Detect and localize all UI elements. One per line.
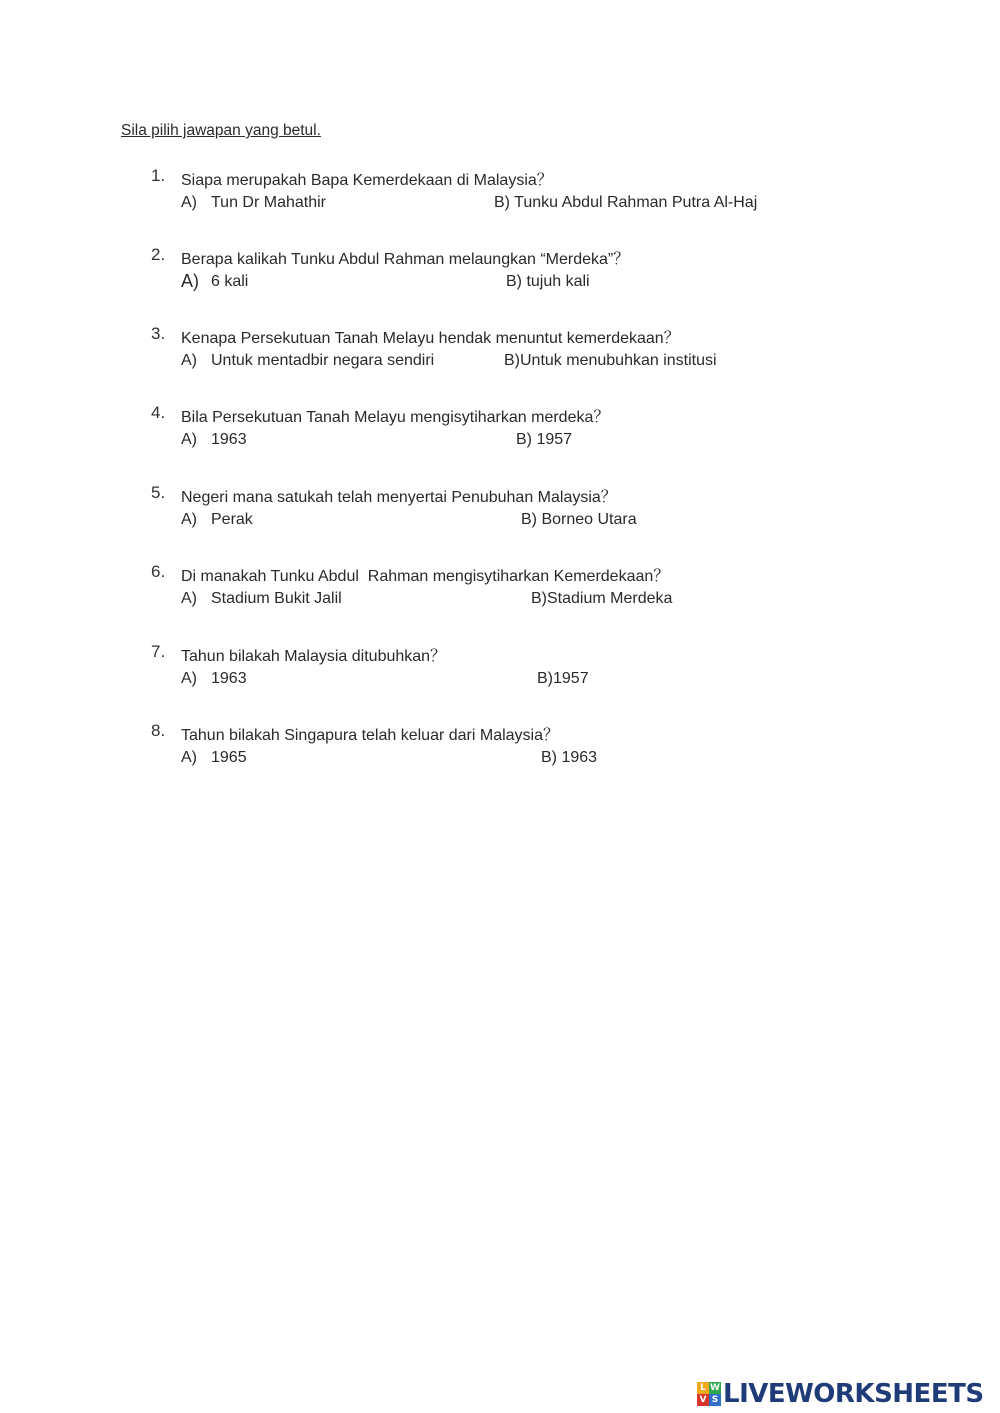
liveworksheets-logo-icon	[697, 1382, 721, 1406]
question-text: Tahun bilakah Malaysia ditubuhkan？	[181, 648, 447, 665]
option-b-text[interactable]: B) Tunku Abdul Rahman Putra Al-Haj	[494, 194, 758, 211]
option-a-text[interactable]: Untuk mentadbir negara sendiri	[211, 352, 435, 369]
option-b-text[interactable]: B)1957	[537, 670, 589, 687]
option-b-text[interactable]: B) Borneo Utara	[521, 511, 637, 528]
option-a-label: A)	[181, 271, 199, 291]
option-a-label: A)	[181, 352, 197, 369]
question-text: Berapa kalikah Tunku Abdul Rahman melaungkan “Merdeka”？	[181, 251, 630, 268]
question-3	[0, 324, 1000, 384]
option-a-text[interactable]: Perak	[211, 511, 253, 528]
question-7	[0, 642, 1000, 702]
question-text: Kenapa Persekutuan Tanah Melayu hendak menuntut kemerdekaan？	[181, 330, 680, 347]
option-a-text[interactable]: Tun Dr Mahathir	[211, 194, 326, 211]
question-number: 3.	[151, 324, 166, 343]
logo-cell: S	[709, 1394, 721, 1406]
question-text: Di manakah Tunku Abdul Rahman mengisytiharkan Kemerdekaan？	[181, 568, 670, 585]
question-number: 7.	[151, 642, 166, 661]
option-a-text[interactable]: 1963	[211, 670, 247, 687]
option-a-text[interactable]: Stadium Bukit Jalil	[211, 590, 342, 607]
question-8	[0, 721, 1000, 781]
option-b-text[interactable]: B) tujuh kali	[506, 273, 590, 290]
option-b-text[interactable]: B)Untuk menubuhkan institusi	[504, 352, 717, 369]
option-a-label: A)	[181, 511, 197, 528]
option-b-text[interactable]: B) 1957	[516, 431, 573, 448]
question-6	[0, 562, 1000, 622]
question-1	[0, 166, 1000, 226]
option-a-label: A)	[181, 194, 197, 211]
option-a-label: A)	[181, 431, 197, 448]
question-2	[0, 245, 1000, 305]
option-a-label: A)	[181, 670, 197, 687]
question-number: 1.	[151, 166, 166, 185]
question-number: 2.	[151, 245, 166, 264]
option-a-text[interactable]: 6 kali	[211, 273, 249, 290]
question-number: 6.	[151, 562, 166, 581]
logo-cell: L	[697, 1382, 709, 1394]
question-text: Negeri mana satukah telah menyertai Penubuhan Malaysia？	[181, 489, 617, 506]
question-text: Bila Persekutuan Tanah Melayu mengisytiharkan merdeka？	[181, 409, 610, 426]
logo-cell: V	[697, 1394, 709, 1406]
question-number: 8.	[151, 721, 166, 740]
liveworksheets-brand	[697, 1378, 984, 1410]
question-number: 5.	[151, 483, 166, 502]
option-a-label: A)	[181, 590, 197, 607]
question-text: Tahun bilakah Singapura telah keluar dari Malaysia？	[181, 727, 560, 744]
option-a-text[interactable]: 1963	[211, 431, 247, 448]
question-number: 4.	[151, 403, 166, 422]
brand-name: LIVEWORKSHEETS	[723, 1379, 984, 1409]
question-5	[0, 483, 1000, 543]
question-text: Siapa merupakah Bapa Kemerdekaan di Malaysia？	[181, 172, 553, 189]
option-b-text[interactable]: B) 1963	[541, 749, 598, 766]
option-b-text[interactable]: B)Stadium Merdeka	[531, 590, 673, 607]
option-a-label: A)	[181, 749, 197, 766]
option-a-text[interactable]: 1965	[211, 749, 247, 766]
question-4	[0, 403, 1000, 463]
logo-cell: W	[710, 1383, 720, 1393]
instruction-text: Sila pilih jawapan yang betul.	[121, 122, 321, 139]
